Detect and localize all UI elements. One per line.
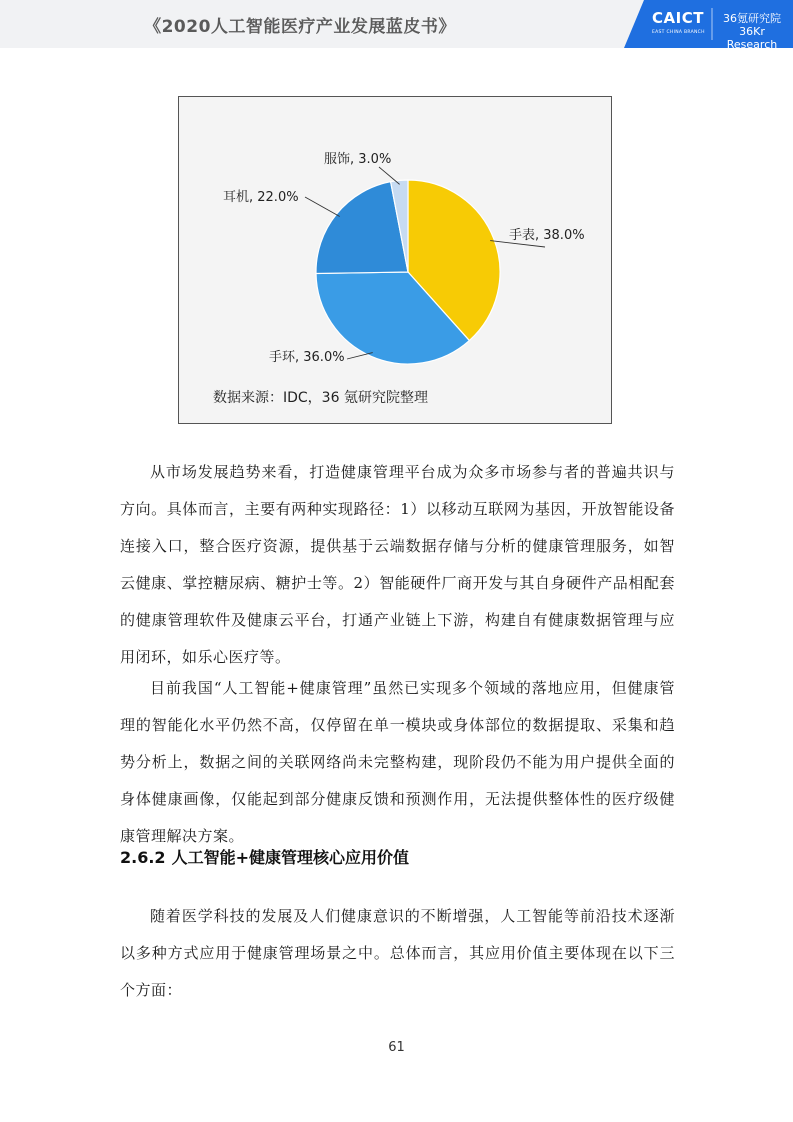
pie-label-2: 耳机, 22.0%: [223, 190, 299, 205]
chart-source-note: 数据来源：IDC，36 氪研究院整理: [213, 390, 428, 406]
paragraph-current-status: 目前我国“人工智能+健康管理”虽然已实现多个领域的落地应用，但健康管理的智能化水平仍然不高，仅停留在单一模块或身体部位的数据提取、采集和趋势分析上，数据之间的关联网络尚未完整构建，现阶段仍不能为用户提供全面的身体健康画像，仅能起到部分健康反馈和预测作用，无法提供整体性的医疗级健康管理解决方案。: [120, 679, 675, 845]
page-header: [0, 0, 793, 51]
caict-logo-subtext: EAST CHINA BRANCH: [652, 30, 705, 35]
pie-chart: [179, 97, 610, 422]
36kr-logo-english: 36Kr Research: [726, 25, 778, 51]
pie-label-1: 手环, 36.0%: [269, 350, 345, 365]
36kr-logo-chinese: 36氪研究院: [723, 12, 781, 25]
paragraph-market-trend: 从市场发展趋势来看，打造健康管理平台成为众多市场参与者的普遍共识与方向。具体而言，主要有两种实现路径：1）以移动互联网为基因，开放智能设备连接入口，整合医疗资源，提供基于云端数据存储与分析的健康管理服务，如智云健康、掌控糖尿病、糖护士等。2）智能硬件厂商开发与其自身硬件产品相配套的健康管理软件及健康云平台，打通产业链上下游，构建自有健康数据管理与应用闭环，如乐心医疗等。: [120, 463, 675, 666]
pie-leader-line-2: [305, 197, 340, 217]
page-number: 61: [388, 1040, 405, 1055]
section-title: 人工智能+健康管理核心应用价值: [171, 848, 409, 867]
document-title: 《2020人工智能医疗产业发展蓝皮书》: [144, 17, 456, 37]
pie-label-3: 服饰, 3.0%: [324, 152, 392, 167]
section-number: 2.6.2: [120, 848, 166, 867]
caict-logo-text: CAICT: [652, 9, 704, 27]
section-heading: [120, 845, 409, 868]
pie-label-0: 手表, 38.0%: [509, 228, 585, 243]
paragraph-application-value: 随着医学科技的发展及人们健康意识的不断增强，人工智能等前沿技术逐渐以多种方式应用于健康管理场景之中。总体而言，其应用价值主要体现在以下三个方面：: [120, 907, 675, 999]
pie-chart-figure: [178, 96, 612, 424]
